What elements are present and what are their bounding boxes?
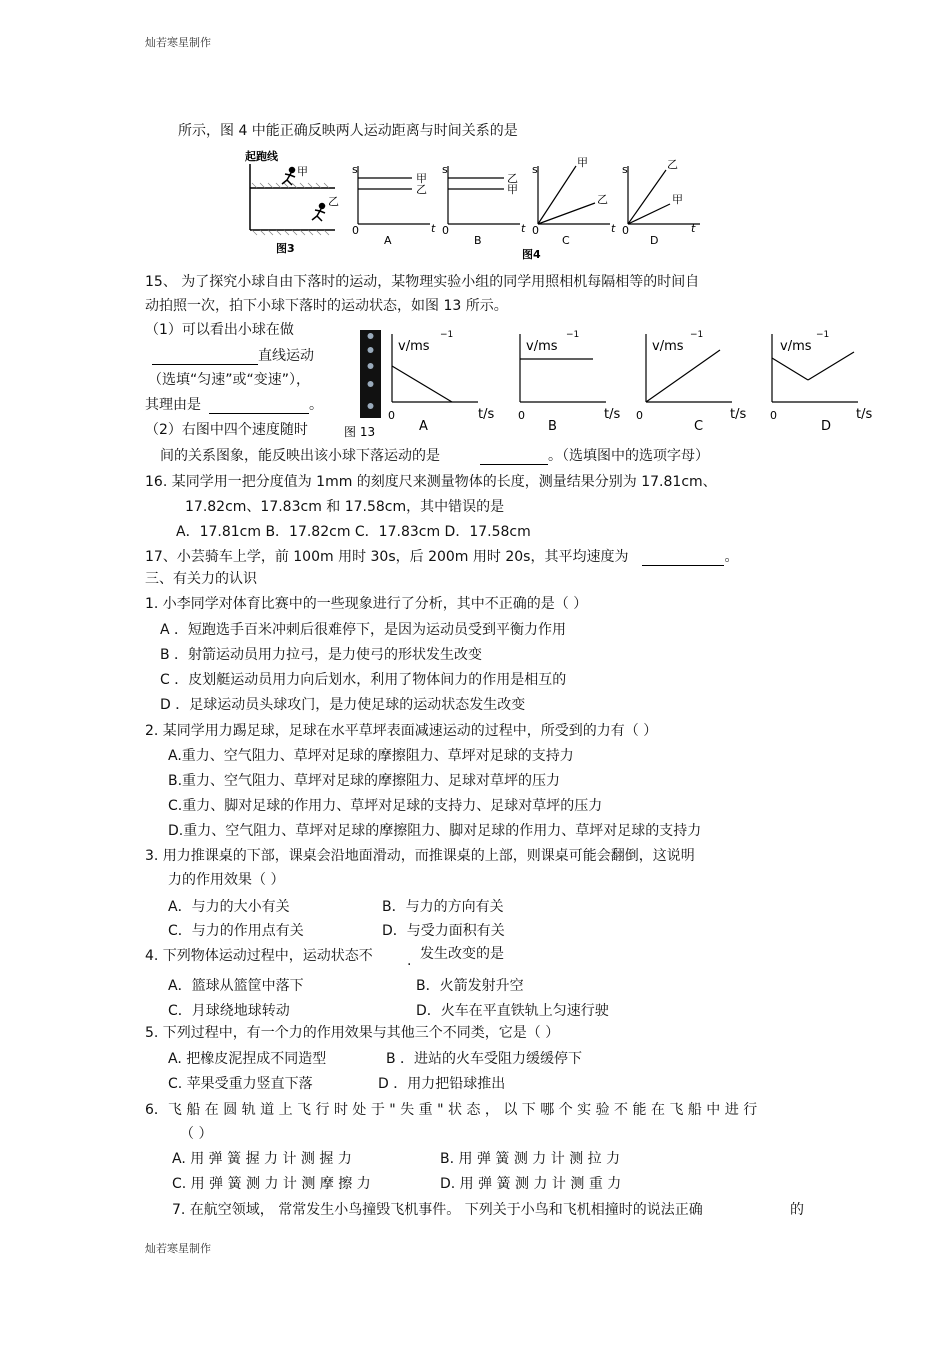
q4-option-a: A．篮球从篮筐中落下: [168, 978, 304, 994]
q16-line2: 17.82cm、17.83cm 和 17.58cm，其中错误的是: [185, 499, 505, 515]
q3-option-d: D．与受力面积有关: [382, 923, 505, 939]
graph-b-t: t/s: [604, 407, 621, 422]
graph-a-v: v/ms: [398, 339, 430, 354]
fig4-c-zero: 0: [532, 224, 539, 237]
fig4-c-label: C: [562, 234, 570, 247]
q3-option-c: C．与力的作用点有关: [168, 923, 304, 939]
q4-option-b: B．火箭发射升空: [416, 978, 524, 994]
q16-line1: 16. 某同学用一把分度值为 1mm 的刻度尺来测量物体的长度，测量结果分别为 17.81cm、: [145, 474, 717, 490]
fig3-start-line-label: 起跑线: [245, 150, 278, 163]
fig4-a-zero: 0: [352, 224, 359, 237]
fig4-b-label: B: [474, 234, 482, 247]
fig4-a-label: A: [384, 234, 392, 247]
q5-stem: 5. 下列过程中，有一个力的作用效果与其他三个不同类，它是（ ）: [145, 1025, 560, 1041]
fig4-b-zero: 0: [442, 224, 449, 237]
graph-a-t: t/s: [478, 407, 495, 422]
q6-option-c: C. 用 弹 簧 测 力 计 测 摩 擦 力: [172, 1176, 371, 1192]
q1-option-a: A ．短跑选手百米冲刺后很难停下，是因为运动员受到平衡力作用: [160, 622, 567, 638]
q15-p1-b: 直线运动: [258, 348, 314, 364]
graph-b-v: v/ms: [526, 339, 558, 354]
graph-b-exp: −1: [566, 330, 580, 340]
fig3-jia: 甲: [297, 165, 308, 178]
q6-option-d: D. 用 弹 簧 测 力 计 测 重 力: [440, 1176, 622, 1192]
fig4-b-t: t: [521, 222, 526, 235]
fig4-b-jia: 甲: [507, 183, 518, 196]
graph-a-label: A: [419, 419, 428, 434]
q15-p1-d-row: [145, 396, 323, 414]
q4-option-d: D．火车在平直铁轨上匀速行驶: [416, 1003, 609, 1019]
q17-end: 。: [724, 549, 739, 565]
graph-a-exp: −1: [440, 330, 454, 340]
fig4-c-jia: 甲: [577, 156, 588, 169]
fig4-d-yi: 乙: [667, 158, 678, 171]
q3-option-a: A．与力的大小有关: [168, 899, 290, 915]
q15-answer-blank-3[interactable]: [480, 450, 548, 465]
graph-b-label: B: [548, 419, 557, 434]
q15-p2-b: 间的关系图象，能反映出该小球下落运动的是: [160, 448, 440, 464]
q15-answer-blank-1[interactable]: [152, 350, 258, 365]
q5-option-b: B ．进站的火车受阻力缓缓停下: [386, 1051, 583, 1067]
graph-d-v: v/ms: [780, 339, 812, 354]
figure-13-and-velocity-graphs: [340, 326, 880, 441]
fig4-d-jia: 甲: [672, 193, 683, 206]
intro-line: 所示，图 4 中能正确反映两人运动距离与时间关系的是: [178, 123, 518, 139]
q7-text: 7. 在航空领域， 常常发生小鸟撞毁飞机事件。 下列关于小鸟和飞机相撞时的说法正确: [172, 1202, 703, 1218]
q5-option-d: D ．用力把铅球推出: [378, 1076, 506, 1092]
fig4-b-yi: 乙: [507, 172, 518, 185]
graph-d-label: D: [821, 419, 832, 434]
fig4-d-t: t: [691, 222, 696, 235]
q17-text: 17、小芸骑车上学，前 100m 用时 30s，后 200m 用时 20s，其平均速度为: [145, 549, 629, 565]
fig4-d-label: D: [650, 234, 659, 247]
fig3-yi: 乙: [328, 195, 339, 208]
figure-3: [245, 149, 339, 255]
q15-line1: 15、 为了探究小球自由下落时的运动，某物理实验小组的同学用照相机每隔相等的时间自: [145, 274, 700, 290]
fig3-caption: 图3: [276, 242, 295, 255]
graph-c-zero: 0: [636, 409, 643, 422]
q5-option-c: C. 苹果受重力竖直下落: [168, 1076, 313, 1092]
q2-option-b: B.重力、空气阻力、草坪对足球的摩擦阻力、足球对草坪的压力: [168, 773, 561, 789]
q2-stem: 2. 某同学用力踢足球，足球在水平草坪表面减速运动的过程中，所受到的力有（ ）: [145, 723, 658, 739]
q15-p1-d: 其理由是: [145, 397, 201, 413]
section-3-title: 三、有关力的认识: [145, 571, 257, 587]
q4-option-c: C．月球绕地球转动: [168, 1003, 290, 1019]
q3-line2: 力的作用效果（ ）: [168, 872, 285, 888]
fig13-caption: 图 13: [344, 425, 376, 439]
page-header: 灿若寒星制作: [145, 36, 211, 49]
graph-d-exp: −1: [816, 330, 830, 340]
graph-a-zero: 0: [388, 409, 395, 422]
q15-p1-d-end: 。: [309, 397, 323, 413]
fig4-a-yi: 乙: [416, 183, 427, 196]
q6-option-b: B. 用 弹 簧 测 力 计 测 拉 力: [440, 1151, 621, 1167]
figure-3-4: [240, 148, 710, 263]
q1-option-c: C ．皮划艇运动员用力向后划水，利用了物体间力的作用是相互的: [160, 672, 567, 688]
q1-option-b: B ．射箭运动员用力拉弓，是力使弓的形状发生改变: [160, 647, 483, 663]
graph-c-t: t/s: [730, 407, 747, 422]
fig4-c-t: t: [611, 222, 616, 235]
q3-option-b: B．与力的方向有关: [382, 899, 504, 915]
q4-stem-a: 4. 下列物体运动过程中，运动状态不: [145, 948, 373, 964]
q2-option-a: A.重力、空气阻力、草坪对足球的摩擦阻力、草坪对足球的支持力: [168, 748, 574, 764]
graph-c-v: v/ms: [652, 339, 684, 354]
q6-line1: 6．飞 船 在 圆 轨 道 上 飞 行 时 处 于 " 失 重 " 状 态 ， 以 下 哪 个 实 验 不 能 在 飞 船 中 进 行: [145, 1102, 758, 1118]
q1-option-d: D ．足球运动员头球攻门，是力使足球的运动状态发生改变: [160, 697, 526, 713]
q5-option-a: A. 把橡皮泥捏成不同造型: [168, 1051, 327, 1067]
q16-options: A．17.81cm B．17.82cm C．17.83cm D．17.58cm: [176, 524, 531, 540]
q15-p2-b-row: [160, 447, 709, 465]
q15-line2: 动拍照一次，拍下小球下落时的运动状态，如图 13 所示。: [145, 298, 508, 314]
q15-p2-a: （2）右图中四个速度随时: [145, 422, 308, 438]
q4-stem-dot: .: [407, 953, 412, 969]
fig4-a-t: t: [431, 222, 436, 235]
graph-d-zero: 0: [770, 409, 777, 422]
fig4-a-s: s: [352, 163, 358, 176]
graph-d-t: t/s: [856, 407, 873, 422]
page-footer: 灿若寒星制作: [145, 1242, 211, 1255]
fig4-caption: 图4: [522, 248, 541, 261]
q15-p1-a: （1）可以看出小球在做: [145, 322, 294, 338]
graph-c-exp: −1: [690, 330, 704, 340]
runner-jia-icon: [282, 168, 295, 186]
q1-stem: 1. 小李同学对体育比赛中的一些现象进行了分析，其中不正确的是（ ）: [145, 596, 588, 612]
fig4-graph-d: [628, 166, 700, 224]
q7-end: 的: [790, 1202, 804, 1218]
q15-p1-c: （选填“匀速”或“变速”），: [148, 372, 311, 388]
fig4-a-jia: 甲: [416, 172, 427, 185]
fig4-b-s: s: [442, 163, 448, 176]
q17-answer-blank[interactable]: [642, 551, 724, 566]
fig4-c-yi: 乙: [597, 193, 608, 206]
q17-row: [145, 548, 738, 566]
graph-c-label: C: [694, 419, 704, 434]
runner-yi-icon: [312, 204, 325, 222]
q6-option-a: A. 用 弹 簧 握 力 计 测 握 力: [172, 1151, 352, 1167]
q6-line2: （ ）: [180, 1126, 213, 1142]
q15-p2-b-end: 。（选填图中的选项字母）: [548, 448, 709, 464]
q15-p1-b-row: [152, 347, 314, 365]
q3-line1: 3. 用力推课桌的下部，课桌会沿地面滑动，而推课桌的上部，则课桌可能会翻倒，这说明: [145, 848, 695, 864]
fig4-d-s: s: [622, 163, 628, 176]
q2-option-d: D.重力、空气阻力、草坪对足球的摩擦阻力、脚对足球的作用力、草坪对足球的支持力: [168, 823, 702, 839]
fig4-d-zero: 0: [622, 224, 629, 237]
graph-b-zero: 0: [518, 409, 525, 422]
q2-option-c: C.重力、脚对足球的作用力、草坪对足球的支持力、足球对草坪的压力: [168, 798, 603, 814]
q15-answer-blank-2[interactable]: [209, 399, 309, 414]
fig4-c-s: s: [532, 163, 538, 176]
q4-stem-b: 发生改变的是: [420, 946, 504, 962]
